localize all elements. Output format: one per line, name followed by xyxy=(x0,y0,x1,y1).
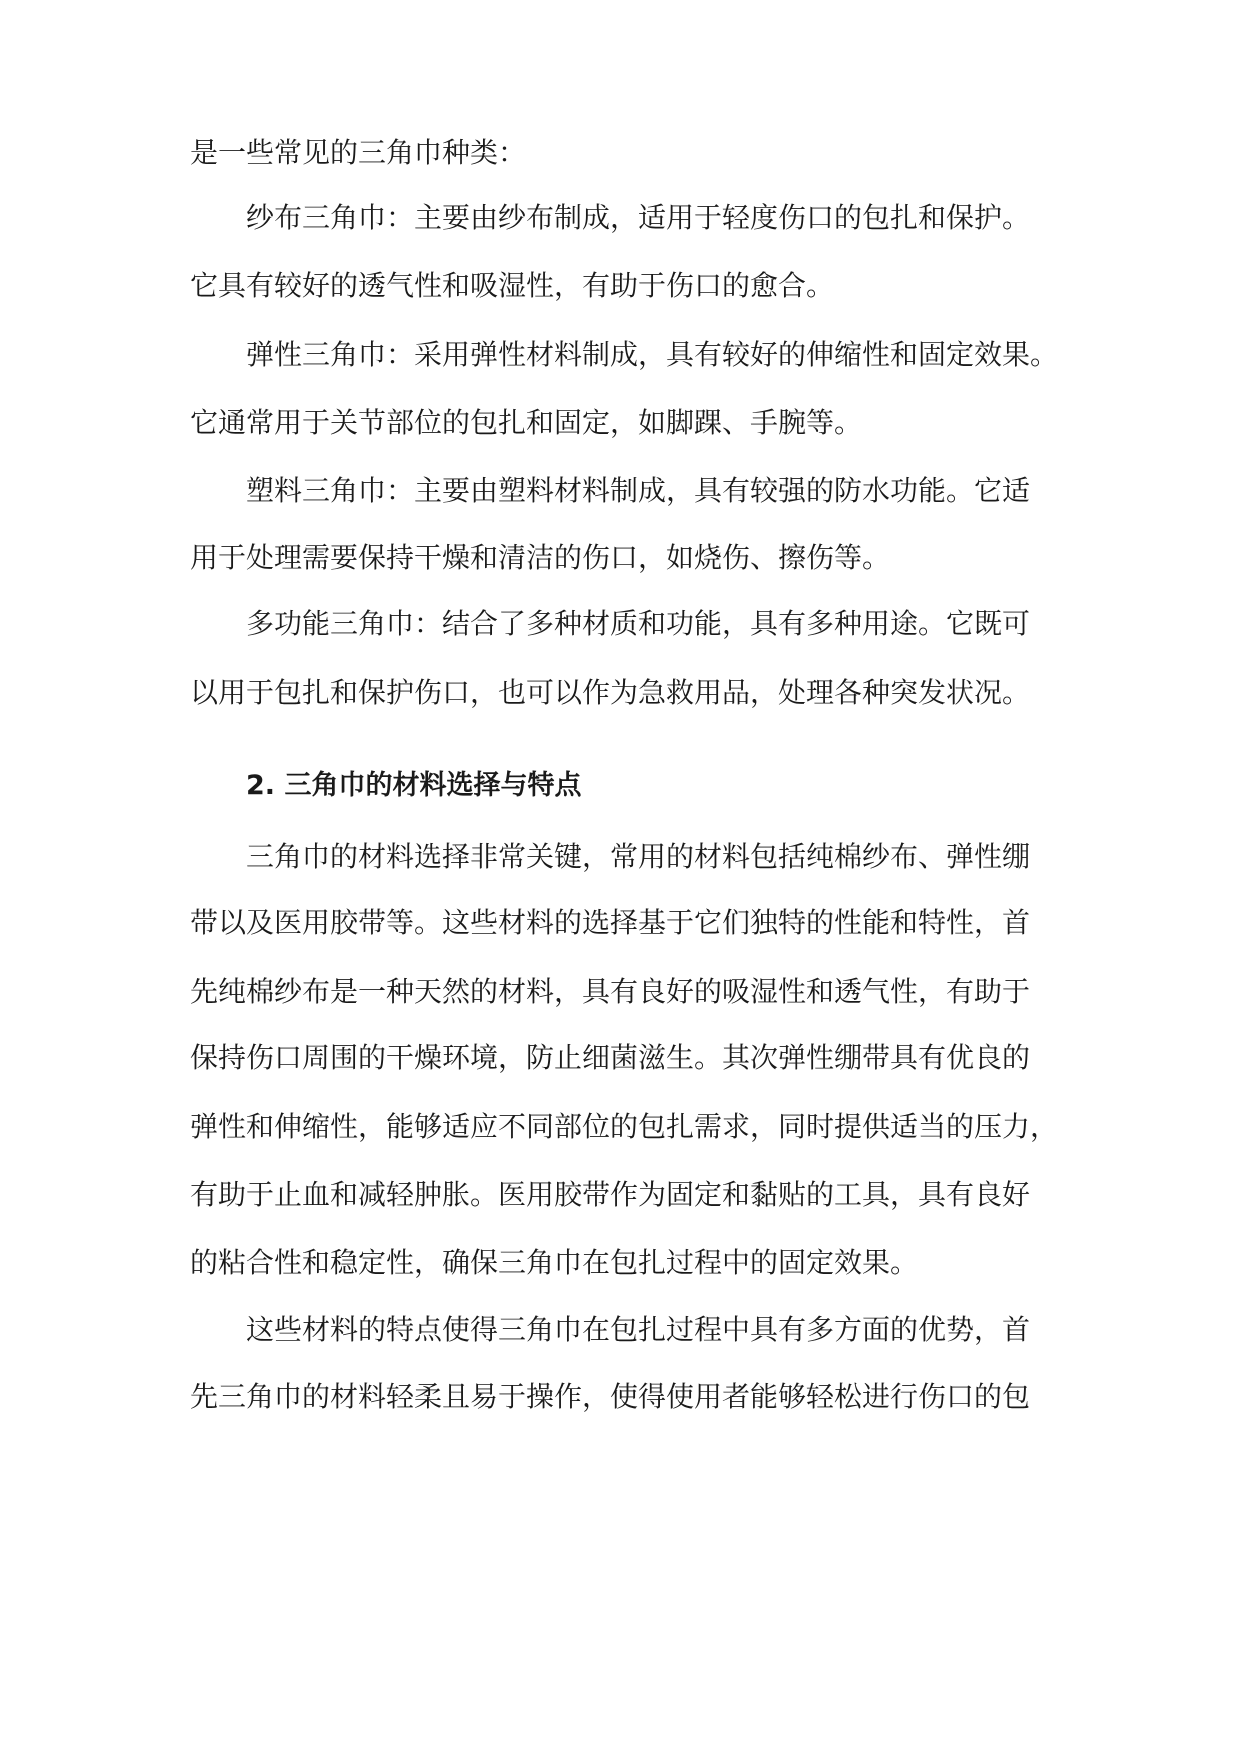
text-line: 保持伤口周围的干燥环境，防止细菌滋生。其次弹性绷带具有优良的 xyxy=(190,1041,1031,1074)
text-line: 弹性和伸缩性，能够适应不同部位的包扎需求，同时提供适当的压力， xyxy=(190,1110,1059,1143)
text-line: 的粘合性和稳定性，确保三角巾在包扎过程中的固定效果。 xyxy=(190,1246,919,1279)
paragraph-gauze-triangle-bandage: 纱布三角巾：主要由纱布制成，适用于轻度伤口的包扎和保护。 xyxy=(246,201,1031,234)
paragraph-materials: 三角巾的材料选择非常关键，常用的材料包括纯棉纱布、弹性绷 xyxy=(246,840,1031,873)
text-line: 先三角巾的材料轻柔且易于操作，使得使用者能够轻松进行伤口的包 xyxy=(190,1380,1031,1413)
paragraph-advantages: 这些材料的特点使得三角巾在包扎过程中具有多方面的优势，首 xyxy=(246,1313,1031,1346)
text-line: 有助于止血和减轻肿胀。医用胶带作为固定和黏贴的工具，具有良好 xyxy=(190,1178,1031,1211)
section-heading: 2. 三角巾的材料选择与特点 xyxy=(246,770,582,801)
paragraph-multifunction-triangle-bandage: 多功能三角巾：结合了多种材质和功能，具有多种用途。它既可 xyxy=(246,607,1031,640)
text-line: 它通常用于关节部位的包扎和固定，如脚踝、手腕等。 xyxy=(190,406,863,439)
text-line: 带以及医用胶带等。这些材料的选择基于它们独特的性能和特性，首 xyxy=(190,906,1031,939)
text-line: 先纯棉纱布是一种天然的材料，具有良好的吸湿性和透气性，有助于 xyxy=(190,975,1031,1008)
text-line: 是一些常见的三角巾种类： xyxy=(190,136,527,169)
paragraph-plastic-triangle-bandage: 塑料三角巾：主要由塑料材料制成，具有较强的防水功能。它适 xyxy=(246,474,1031,507)
text-line: 它具有较好的透气性和吸湿性，有助于伤口的愈合。 xyxy=(190,269,835,302)
text-line: 用于处理需要保持干燥和清洁的伤口，如烧伤、擦伤等。 xyxy=(190,541,891,574)
text-line: 以用于包扎和保护伤口，也可以作为急救用品，处理各种突发状况。 xyxy=(190,676,1031,709)
paragraph-elastic-triangle-bandage: 弹性三角巾：采用弹性材料制成，具有较好的伸缩性和固定效果。 xyxy=(246,338,1059,371)
